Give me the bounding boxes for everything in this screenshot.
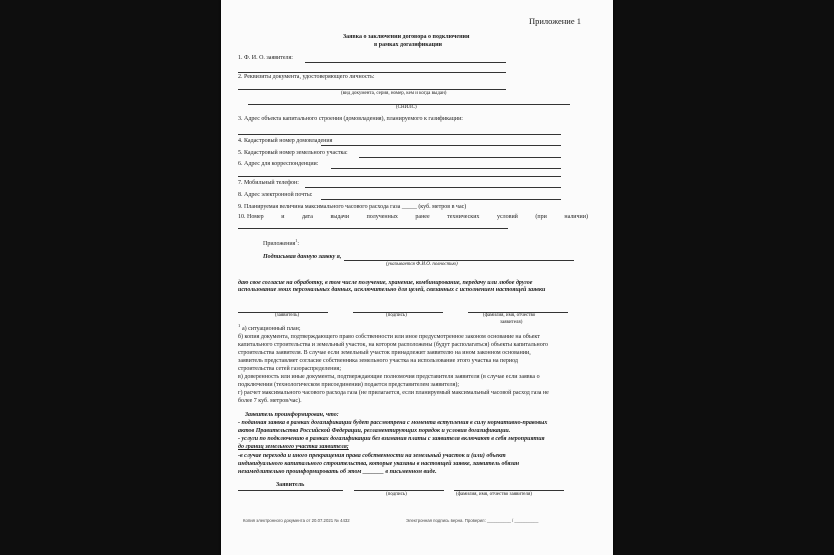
informed-line: незамедлительно проинформировать об этом _______ в письменном виде. (238, 469, 437, 475)
bottom-fio-line (454, 490, 564, 491)
field-10-word: 10. Номер (238, 214, 264, 220)
field-6-line-2 (238, 176, 561, 177)
footer-right: Электронная подпись верна. Проверил: __________ / __________ (406, 518, 539, 523)
note-line: в) доверенность или иные документы, подтверждающие полномочия представителя заявителя (в случае если заявка о (238, 374, 540, 380)
attachments-text: Приложения (263, 241, 296, 247)
bottom-signature-label: (подпись) (386, 492, 407, 497)
sig-fio-label-2: заявителя) (500, 320, 523, 325)
bottom-signature-line (354, 490, 444, 491)
informed-line: - поданная заявка в рамках догазификации будет рассмотрена с момента вступления в силу нормативно-правовых (238, 420, 548, 426)
field-1-label: 1. Ф. И. О. заявителя: (238, 55, 293, 61)
document-title-line1: Заявка о заключении договора о подключении (343, 34, 470, 40)
field-8-label: 8. Адрес электронной почты: (238, 192, 313, 198)
field-5-label: 5. Кадастровый номер земельного участка: (238, 150, 348, 156)
field-10-word: выдачи (330, 214, 350, 220)
note-line: заявитель представляет согласие собственника земельного участка на использование этого участка на период (238, 358, 518, 364)
informed-line: до границ земельного участка заявителя; (238, 444, 349, 450)
note-line: строительства сетей газораспределения; (238, 366, 341, 372)
field-10-word: дата (302, 214, 313, 220)
note-line: подключении (технологическом присоединении) подается представителем заявителя); (238, 382, 460, 388)
field-10-word: технических (447, 214, 480, 220)
informed-title: Заявитель проинформирован, что: (245, 412, 339, 418)
note-footnote-mark: 1 (238, 323, 241, 328)
field-2-label: 2. Реквизиты документа, удостоверяющего личность: (238, 74, 375, 80)
note-line: а) ситуационный план; (242, 326, 301, 332)
field-7-label: 7. Мобильный телефон: (238, 180, 299, 186)
field-6-line (331, 168, 561, 169)
field-2-line (238, 89, 506, 90)
attachments-colon: : (297, 241, 299, 247)
note-line: б) копия документа, подтверждающего право собственности или иное предусмотренное законом основание на объект (238, 334, 540, 340)
appendix-label: Приложение 1 (529, 16, 581, 26)
field-10-word: ранее (415, 214, 430, 220)
field-1-line (305, 62, 506, 63)
informed-line: индивидуального капитального строительства, которые указаны в настоящей заявке, заявитель обязан (238, 461, 520, 467)
field-10-word: (при (535, 214, 547, 220)
note-line: г) расчет максимального часового расхода газа (не прилагается, если планируемый максимальный часовой расход газа не (238, 390, 549, 396)
field-10-label (238, 214, 588, 221)
field-10-line (238, 228, 508, 229)
informed-line: - услуги по подключению в рамках догазификации без взимания платы с заявителя включают в себя мероприятия (238, 436, 545, 442)
field-10-word: полученных (366, 214, 398, 220)
snils-hint: (СНИЛС) (396, 105, 417, 110)
attachments-footnote-mark: 1 (295, 238, 298, 243)
field-8-line (321, 199, 561, 200)
informed-line: актов Правительства Российской Федерации, регламентирующих порядок и условия догазификации. (238, 428, 511, 434)
note-line: более 7 куб. метров/час). (238, 398, 302, 404)
note-line: строительства заявителя. В случае если земельный участок принадлежит заявителю на ином законном основании, (238, 350, 531, 356)
document-page (221, 0, 613, 555)
field-3-label: 3. Адрес объекта капитального строения (домовладения), планируемого к газификации: (238, 116, 463, 122)
field-10-word: наличии) (564, 214, 588, 220)
field-1-line-2 (238, 72, 506, 73)
field-2-hint: (вид документа, серия, номер, кем и когда выдан) (341, 91, 447, 96)
field-7-line (305, 187, 561, 188)
informed-line: -в случае перехода и иного прекращения права собственности на земельный участок и (или) объект (238, 453, 506, 459)
bottom-fio-label: (фамилия, имя, отчество заявителя) (456, 492, 532, 497)
sig-fio-label-1: (фамилия, имя, отчество (483, 313, 536, 318)
note-line: капитального строительства и земельный участок, на котором расположены (будут располагаться) объекты капитального (238, 342, 549, 348)
signing-hint: (указывается Ф.И.О. полностью) (386, 262, 458, 267)
field-10-word: и (281, 214, 285, 220)
document-title-line2: в рамках догазификации (374, 42, 443, 48)
signing-statement: Подписывая данную заявку я, (263, 254, 342, 260)
field-6-label: 6. Адрес для корреспонденции: (238, 161, 319, 167)
field-10-word: условий (496, 214, 518, 220)
footer-left: Копия электронного документа от 20.07.2021 № 4432 (243, 518, 350, 523)
signing-name-line (344, 260, 574, 261)
field-3-line (238, 134, 561, 135)
field-4-line (321, 145, 561, 146)
consent-line-2: использование моих персональных данных, исключительно для целей, связанных с исполнением настоящей заявки (238, 287, 546, 293)
bottom-applicant-label: Заявитель (276, 482, 305, 488)
field-9-label: 9. Планируемая величина максимального часового расхода газа _____ (куб. метров в час) (238, 204, 467, 210)
attachments-label (263, 237, 299, 248)
sig-applicant-label: (заявитель) (275, 313, 300, 318)
field-4-label: 4. Кадастровый номер домовладения (238, 138, 333, 144)
bottom-applicant-line (238, 490, 343, 491)
consent-line-1: даю свое согласие на обработку, в том числе получение, хранение, комбинирование, передачу или любое другое (238, 280, 533, 286)
field-5-line (359, 157, 561, 158)
sig-signature-label: (подпись) (386, 313, 407, 318)
